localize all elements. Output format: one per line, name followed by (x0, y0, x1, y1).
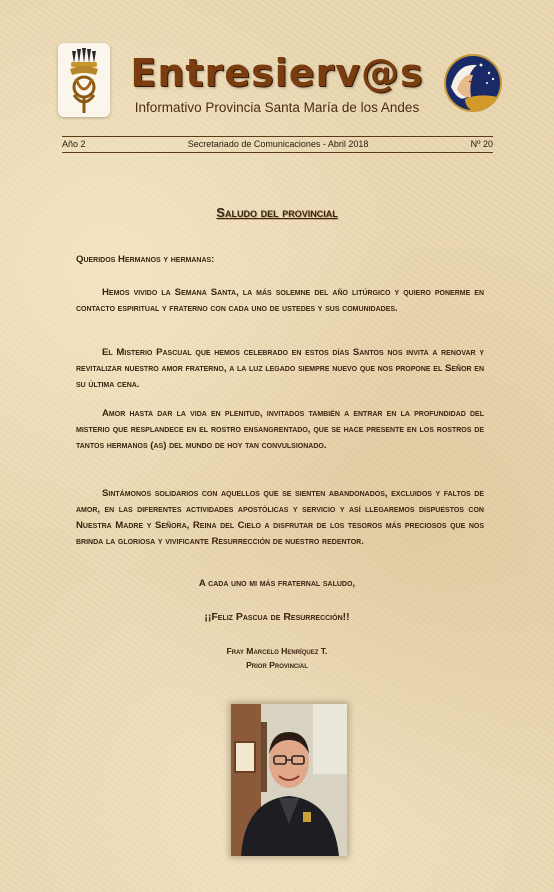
masthead-subtitle: Informativo Provincia Santa María de los Andes (134, 100, 420, 115)
section-title: Saludo del provincial (216, 205, 338, 220)
masthead (110, 50, 444, 115)
letter-paragraph-4: Sintámonos solidarios con aquellos que se sienten abandonados, excluidos y faltos de amor, en las diferentes actividades apostólicas y servicio y así llegaremos dispuestos con Nuestra Madre y Señora, Reina del Cielo a disfrutar de los tesoros más preciosos que nos brinda la gloriosa y vivificante Resurrección de nuestro redentor. (76, 488, 484, 547)
issue-department-date: Secretariado de Comunicaciones - Abril 2018 (187, 139, 369, 149)
letter-paragraph-3: Amor hasta dar la vida en plenitud, invitados también a entrar en la profundidad del misterio que resplandece en el rostro ensangrentado, que se hace presente en los rostros de tantos hermanos (as) del mundo de hoy tan convulsionado. (76, 408, 484, 451)
signature-name: Fray Marcelo Henríquez T. (226, 646, 328, 656)
letter-exclamation: ¡¡Feliz Pascua de Resurrección!! (204, 611, 350, 623)
bottom-rule (62, 152, 493, 153)
masthead-title: Entresierv@s (130, 51, 424, 95)
letter-closing: A cada uno mi más fraternal saludo, (198, 578, 356, 589)
provincial-portrait-photo (231, 704, 347, 856)
issue-bar (62, 139, 493, 149)
letter-paragraph-2: El Misterio Pascual que hemos celebrado en estos días Santos nos invita a renovar y revitalizar nuestro amor fraterno, a la luz legado siempre nuevo que nos propone el Señor en su última cena. (76, 347, 484, 390)
letter-salutation: Queridos Hermanos y hermanas: (76, 254, 215, 265)
virgin-mary-logo (443, 53, 503, 113)
signature-role: Prior Provincial (246, 660, 308, 670)
top-rule (62, 136, 493, 137)
issue-year: Año 2 (62, 139, 86, 149)
issue-number: Nº 20 (470, 139, 493, 149)
order-crest-logo (58, 43, 110, 117)
letter-paragraph-1: Hemos vivido la Semana Santa, la más solemne del año litúrgico y quiero ponerme en contacto espiritual y fraterno con cada uno de ustedes y sus comunidades. (76, 287, 484, 314)
